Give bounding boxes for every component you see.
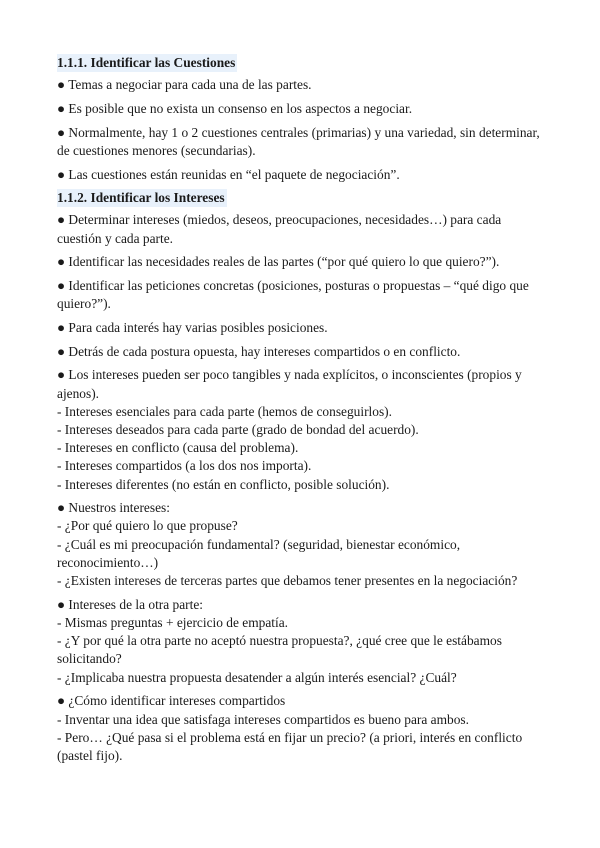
bullet-item: ● Identificar las peticiones concretas (posiciones, posturas o propuestas – “qué digo que quiero?”). xyxy=(57,278,529,312)
bullet-item: ● Las cuestiones están reunidas en “el paquete de negociación”. xyxy=(57,166,400,182)
section-2-heading: 1.1.2. Identificar los Intereses xyxy=(57,189,227,207)
intereses-tipos-group xyxy=(57,366,544,493)
dash-item: - Intereses diferentes (no están en conflicto, posible solución). xyxy=(57,476,390,492)
compartidos-group xyxy=(57,692,544,765)
bullet-item: ● Es posible que no exista un consenso en los aspectos a negociar. xyxy=(57,100,413,116)
bullet-item: ● Identificar las necesidades reales de las partes (“por qué quiero lo que quiero?”). xyxy=(57,254,500,270)
bullet-item: ● Los intereses pueden ser poco tangibles y nada explícitos, o inconscientes (propios y ajenos). xyxy=(57,367,522,401)
dash-item: - Intereses esenciales para cada parte (hemos de conseguirlos). xyxy=(57,403,392,419)
bullet-item: ● Nuestros intereses: xyxy=(57,500,170,516)
dash-item: - Intereses en conflicto (causa del problema). xyxy=(57,440,299,456)
otra-parte-group xyxy=(57,596,544,687)
nuestros-intereses-group xyxy=(57,499,544,590)
bullet-item: ● Intereses de la otra parte: xyxy=(57,596,204,612)
bullet-item: ● Para cada interés hay varias posibles posiciones. xyxy=(57,319,328,335)
bullet-item: ● Detrás de cada postura opuesta, hay intereses compartidos o en conflicto. xyxy=(57,343,461,359)
bullet-item: ● Normalmente, hay 1 o 2 cuestiones centrales (primarias) y una variedad, sin determinar, de cuestiones menores (secundarias). xyxy=(57,124,540,158)
section-2 xyxy=(57,189,544,207)
dash-item: - ¿Y por qué la otra parte no aceptó nuestra propuesta?, ¿qué cree que le estábamos solicitando? xyxy=(57,633,502,667)
bullet-item: ● ¿Cómo identificar intereses compartidos xyxy=(57,693,286,709)
dash-item: - ¿Existen intereses de terceras partes que debamos tener presentes en la negociación? xyxy=(57,573,518,589)
section-1 xyxy=(57,54,544,72)
dash-item: - ¿Por qué quiero lo que propuse? xyxy=(57,518,238,534)
dash-item: - Pero… ¿Qué pasa si el problema está en fijar un precio? (a priori, interés en conflicto (pastel fijo). xyxy=(57,729,523,763)
dash-item: - Intereses deseados para cada parte (grado de bondad del acuerdo). xyxy=(57,421,419,437)
dash-item: - Mismas preguntas + ejercicio de empatía. xyxy=(57,614,289,630)
bullet-item: ● Determinar intereses (miedos, deseos, preocupaciones, necesidades…) para cada cuestión y cada parte. xyxy=(57,212,502,246)
section-1-heading: 1.1.1. Identificar las Cuestiones xyxy=(57,54,237,72)
dash-item: - Intereses compartidos (a los dos nos importa). xyxy=(57,458,312,474)
dash-item: - Inventar una idea que satisfaga intereses compartidos es bueno para ambos. xyxy=(57,711,469,727)
bullet-item: ● Temas a negociar para cada una de las partes. xyxy=(57,77,312,93)
dash-item: - ¿Cuál es mi preocupación fundamental? (seguridad, bienestar económico, reconocimiento…) xyxy=(57,536,461,570)
dash-item: - ¿Implicaba nuestra propuesta desatender a algún interés esencial? ¿Cuál? xyxy=(57,669,457,685)
